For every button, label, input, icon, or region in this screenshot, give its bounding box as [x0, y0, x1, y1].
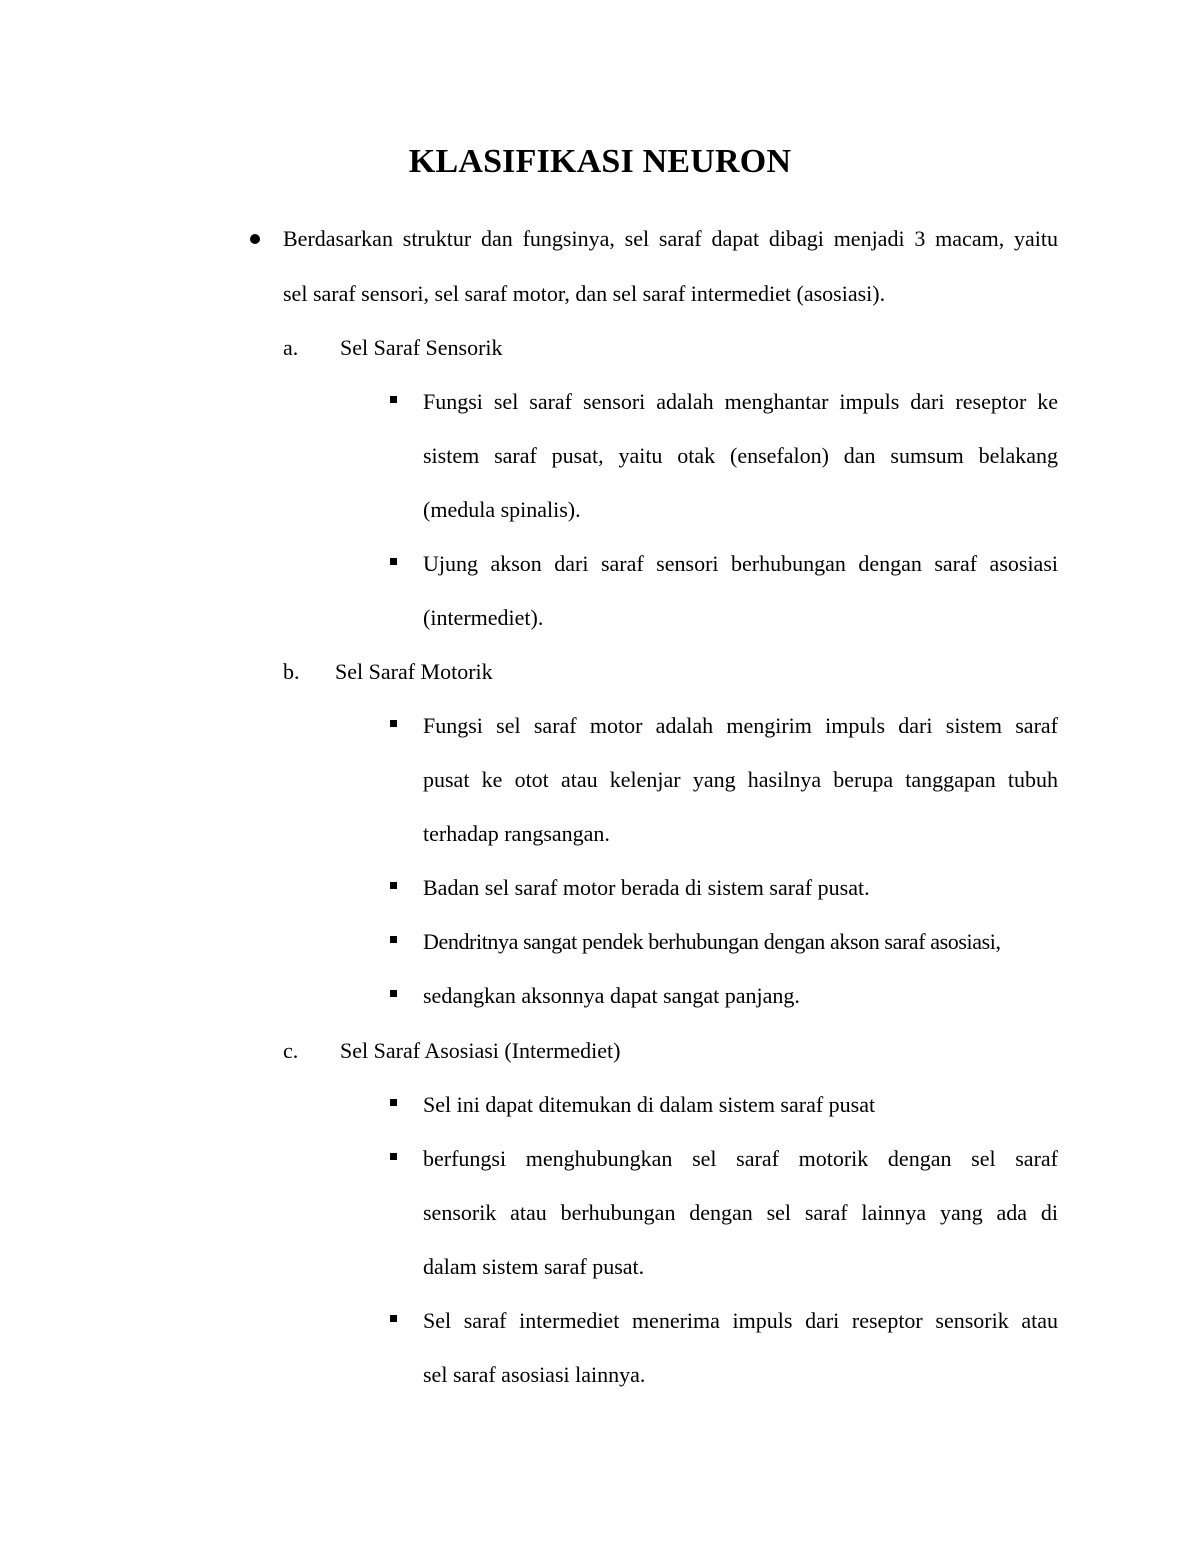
intro-line-2: sel saraf sensori, sel saraf motor, dan sel saraf intermediet (asosiasi).: [283, 281, 886, 306]
section-c-item-3-line-2: sel saraf asosiasi lainnya.: [423, 1362, 646, 1387]
section-c-item-2-line-2: sensorik atau berhubungan dengan sel saraf lainnya yang ada di: [423, 1200, 1058, 1225]
square-bullet-icon: [390, 1315, 397, 1322]
section-b-item-1-line-2: pusat ke otot atau kelenjar yang hasilnya berupa tanggapan tubuh: [423, 767, 1058, 792]
square-bullet-icon: [390, 1153, 397, 1160]
intro-line-1: Berdasarkan struktur dan fungsinya, sel saraf dapat dibagi menjadi 3 macam, yaitu: [283, 226, 1058, 251]
square-bullet-icon: [390, 990, 397, 997]
section-a-item-2-line-1: Ujung akson dari saraf sensori berhubungan dengan saraf asosiasi: [423, 551, 1058, 576]
section-b-item-1-line-3: terhadap rangsangan.: [423, 821, 610, 846]
section-c-item-2-line-1: berfungsi menghubungkan sel saraf motorik dengan sel saraf: [423, 1146, 1058, 1171]
square-bullet-icon: [390, 1099, 397, 1106]
square-bullet-icon: [390, 720, 397, 727]
square-bullet-icon: [390, 882, 397, 889]
section-b-heading: Sel Saraf Motorik: [335, 659, 493, 684]
section-b-item-1-line-1: Fungsi sel saraf motor adalah mengirim impuls dari sistem saraf: [423, 713, 1058, 738]
square-bullet-icon: [390, 936, 397, 943]
section-b-item-4-line-1: sedangkan aksonnya dapat sangat panjang.: [423, 983, 800, 1008]
section-b-item-2-line-1: Badan sel saraf motor berada di sistem saraf pusat.: [423, 875, 870, 900]
section-c-item-2-line-3: dalam sistem saraf pusat.: [423, 1254, 645, 1279]
section-b-letter: b.: [283, 659, 300, 684]
section-c-letter: c.: [283, 1038, 299, 1063]
section-c-heading: Sel Saraf Asosiasi (Intermediet): [340, 1038, 621, 1063]
section-a-item-2-line-2: (intermediet).: [423, 605, 544, 630]
square-bullet-icon: [390, 558, 397, 565]
section-a-item-1-line-1: Fungsi sel saraf sensori adalah menghantar impuls dari reseptor ke: [423, 389, 1058, 414]
section-c-item-1-line-1: Sel ini dapat ditemukan di dalam sistem saraf pusat: [423, 1092, 876, 1117]
bullet-dot-icon: [250, 234, 260, 244]
section-a-letter: a.: [283, 335, 299, 360]
section-a-item-1-line-3: (medula spinalis).: [423, 497, 581, 522]
section-a-heading: Sel Saraf Sensorik: [340, 335, 503, 360]
section-c-item-3-line-1: Sel saraf intermediet menerima impuls dari reseptor sensorik atau: [423, 1308, 1058, 1333]
section-a-item-1-line-2: sistem saraf pusat, yaitu otak (ensefalon) dan sumsum belakang: [423, 443, 1058, 468]
square-bullet-icon: [390, 396, 397, 403]
page-title: KLASIFIKASI NEURON: [408, 143, 792, 180]
section-b-item-3-line-1: Dendritnya sangat pendek berhubungan dengan akson saraf asosiasi,: [423, 929, 1001, 954]
